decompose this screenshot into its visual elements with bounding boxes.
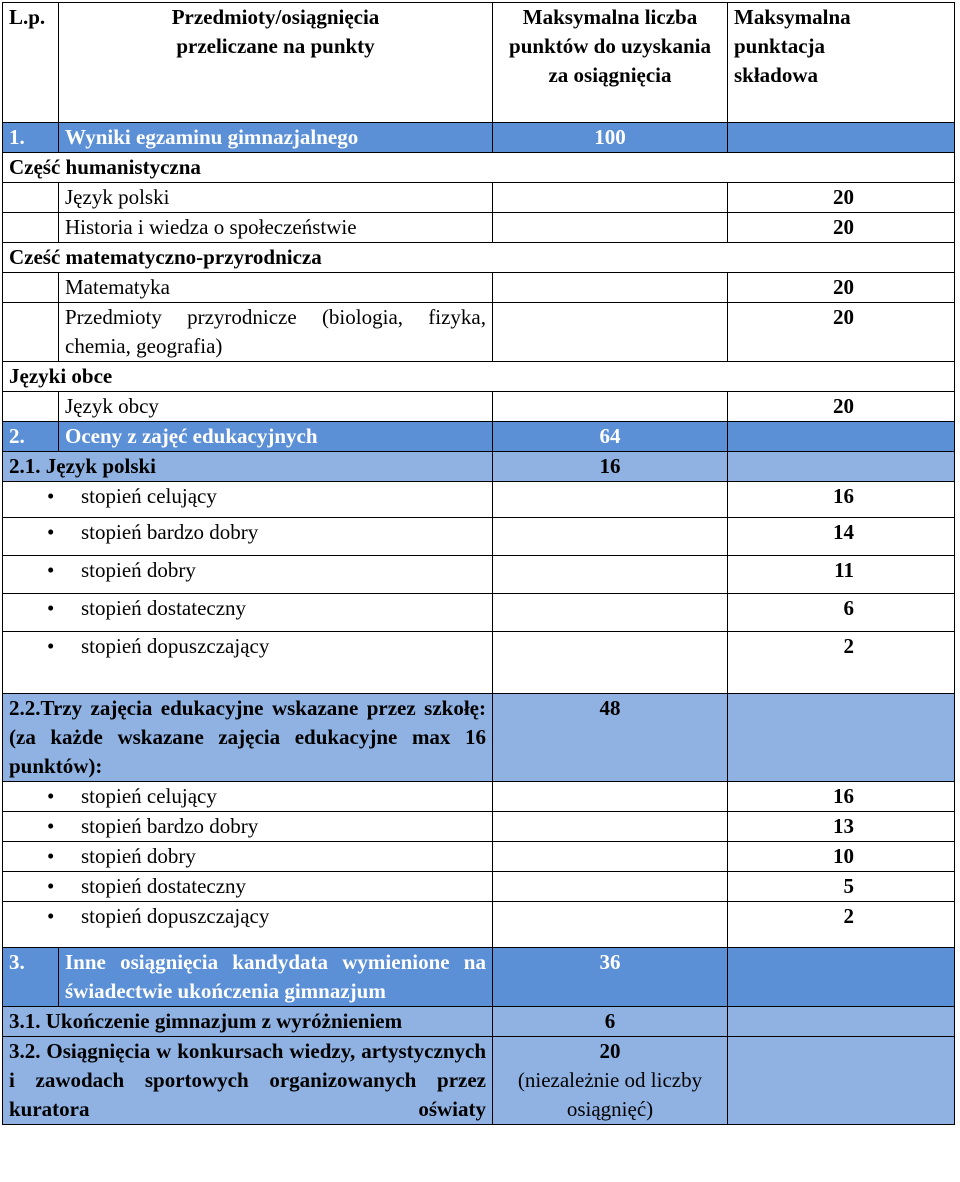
- points-table: [2, 2, 955, 1125]
- grade-points: 2: [728, 632, 955, 694]
- grade-row: [3, 482, 955, 518]
- grade-row: [3, 556, 955, 594]
- section-2-num: 2.: [3, 422, 59, 452]
- grade-points: 13: [728, 812, 955, 842]
- table-row: [3, 213, 955, 243]
- grade-label: stopień bardzo dobry: [81, 814, 259, 838]
- section-3-1-max: 6: [493, 1007, 728, 1037]
- grade-label: stopień dopuszczający: [81, 634, 270, 658]
- subject-label: Język obcy: [59, 392, 493, 422]
- table-row: [3, 303, 955, 362]
- grade-row: [3, 518, 955, 556]
- grade-points: 2: [728, 902, 955, 948]
- grade-row: [3, 782, 955, 812]
- grade-row: [3, 872, 955, 902]
- section-2-max: 64: [493, 422, 728, 452]
- section-3-max: 36: [493, 948, 728, 1007]
- section-3-1-row: [3, 1007, 955, 1037]
- section-2-title: Oceny z zajęć edukacyjnych: [59, 422, 493, 452]
- grade-points: 16: [728, 482, 955, 518]
- subject-points: 20: [728, 392, 955, 422]
- grade-row: [3, 812, 955, 842]
- group-humanities-row: [3, 153, 955, 183]
- section-2-2-row: [3, 694, 955, 782]
- subject-label: Przedmioty przyrodnicze (biologia, fizyka, chemia, geografia): [59, 303, 493, 362]
- subject-points: 20: [728, 273, 955, 303]
- grade-points: 14: [728, 518, 955, 556]
- grade-label: stopień dopuszczający: [81, 904, 270, 928]
- grade-points: 5: [728, 872, 955, 902]
- group-math-row: [3, 243, 955, 273]
- section-3-title: Inne osiągnięcia kandydata wymienione na świadectwie ukończenia gimnazjum: [59, 948, 493, 1007]
- section-3-2-note: (niezależnie od liczby osiągnięć): [517, 1068, 703, 1121]
- section-3-2-max: 20: [599, 1039, 621, 1063]
- subject-label: Język polski: [59, 183, 493, 213]
- grade-points: 10: [728, 842, 955, 872]
- section-1-row: [3, 123, 955, 153]
- grade-points: 11: [728, 556, 955, 594]
- grade-label: stopień celujący: [81, 784, 217, 808]
- grade-points: 16: [728, 782, 955, 812]
- section-2-1-title: 2.1. Język polski: [3, 452, 493, 482]
- grade-row: [3, 632, 955, 694]
- grade-label: stopień dobry: [81, 558, 196, 582]
- group-math-title: Cześć matematyczno-przyrodnicza: [3, 243, 955, 273]
- section-1-num: 1.: [3, 123, 59, 153]
- header-max-points: Maksymalna liczba punktów do uzyskania za osiągnięcia: [493, 3, 728, 123]
- grade-label: stopień bardzo dobry: [81, 520, 259, 544]
- grade-row: [3, 842, 955, 872]
- table-row: [3, 392, 955, 422]
- header-component-points: Maksymalna punktacja składowa: [728, 3, 955, 123]
- subject-label: Historia i wiedza o społeczeństwie: [59, 213, 493, 243]
- section-3-row: [3, 948, 955, 1007]
- grade-row: [3, 902, 955, 948]
- section-3-2-row: [3, 1037, 955, 1125]
- subject-points: 20: [728, 213, 955, 243]
- section-2-2-title: 2.2.Trzy zajęcia edukacyjne wskazane przez szkołę: (za każde wskazane zajęcia edukacyjne max 16 punktów):: [3, 694, 493, 782]
- grade-points: 6: [728, 594, 955, 632]
- group-languages-row: [3, 362, 955, 392]
- grade-label: stopień dostateczny: [81, 596, 247, 620]
- table-header: [3, 3, 955, 123]
- group-languages-title: Języki obce: [3, 362, 955, 392]
- section-3-num: 3.: [3, 948, 59, 1007]
- table-row: [3, 183, 955, 213]
- subject-points: 20: [728, 183, 955, 213]
- grade-label: stopień dostateczny: [81, 874, 247, 898]
- section-2-1-max: 16: [493, 452, 728, 482]
- header-lp: L.p.: [3, 3, 59, 123]
- grade-row: [3, 594, 955, 632]
- section-1-max: 100: [493, 123, 728, 153]
- section-3-2-title: 3.2. Osiągnięcia w konkursach wiedzy, artystycznych i zawodach sportowych organizowanych przez kuratora oświaty: [3, 1037, 493, 1125]
- header-subjects: Przedmioty/osiągnięcia przeliczane na punkty: [59, 3, 493, 123]
- subject-label: Matematyka: [59, 273, 493, 303]
- grade-label: stopień celujący: [81, 484, 217, 508]
- section-2-2-max: 48: [493, 694, 728, 782]
- section-1-title: Wyniki egzaminu gimnazjalnego: [59, 123, 493, 153]
- group-humanities-title: Część humanistyczna: [3, 153, 955, 183]
- subject-points: 20: [728, 303, 955, 362]
- section-2-row: [3, 422, 955, 452]
- section-2-1-row: [3, 452, 955, 482]
- table-row: [3, 273, 955, 303]
- grade-label: stopień dobry: [81, 844, 196, 868]
- section-3-1-title: 3.1. Ukończenie gimnazjum z wyróżnieniem: [3, 1007, 493, 1037]
